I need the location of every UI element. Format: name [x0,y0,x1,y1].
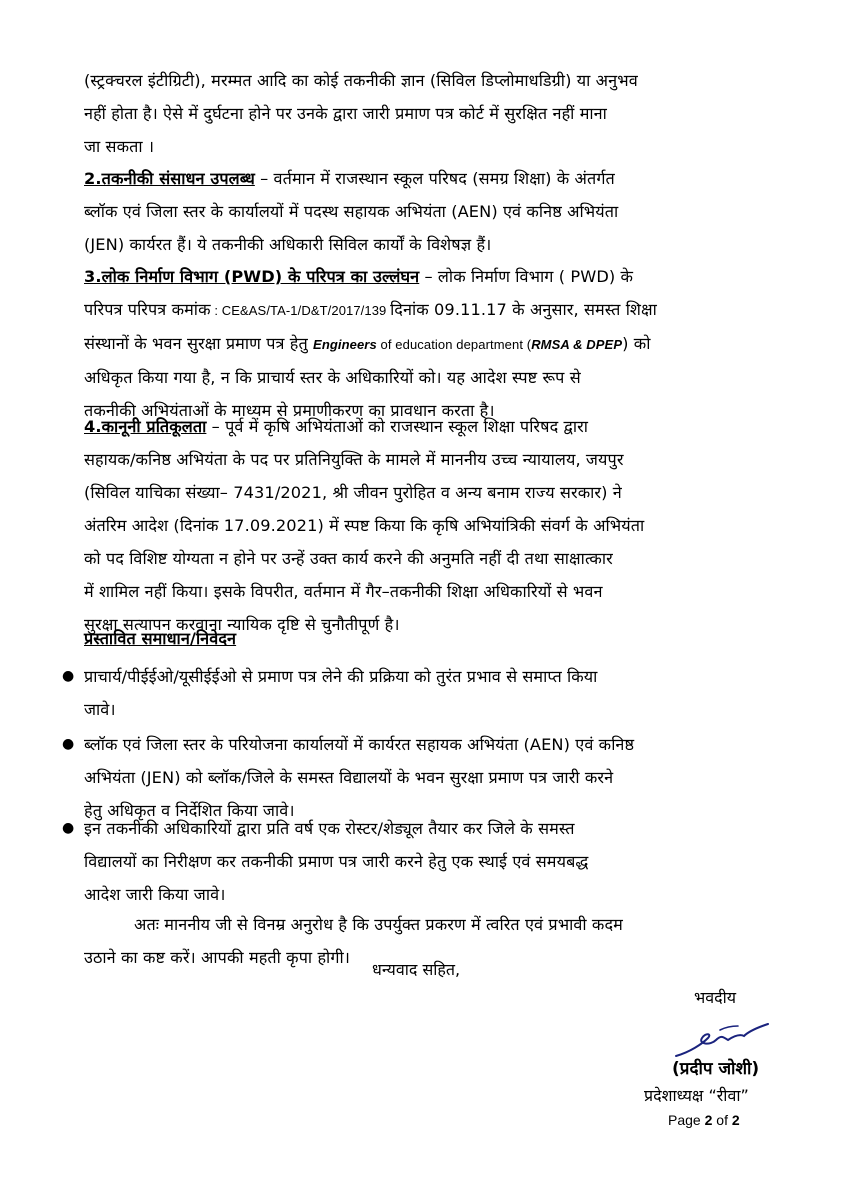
text-line: दिनांक 09.11.17 के अनुसार, समस्त शिक्षा [390,300,657,319]
text-line: जा सकता । [84,137,155,156]
text-line: – लोक निर्माण विभाग ( PWD) के [419,267,634,286]
text-line: सुरक्षा सत्यापन करवाना न्यायिक दृष्टि से चुनौतीपूर्ण है। [84,615,400,634]
list-item [84,812,774,911]
text-line: (स्ट्रक्चरल इंटीग्रिटी), मरम्मत आदि का कोई तकनीकी ज्ञान (सिविल डिप्लोमाधडिग्री) या अनुभव [84,71,638,90]
page-label: Page [668,1112,701,1128]
text-line: जावे। [84,700,116,719]
text-line: अतः माननीय जी से विनम्र अनुरोध है कि उपर्युक्त प्रकरण में त्वरित एवं प्रभावी कदम [134,915,623,934]
text-line: अभियंता (JEN) को ब्लॉक/जिले के समस्त विद्यालयों के भवन सुरक्षा प्रमाण पत्र जारी करने [84,768,614,787]
page-of: of [716,1112,728,1128]
list-item [84,660,774,726]
thanks-text: धन्यवाद सहित, [372,960,461,979]
bullet-icon: ● [62,736,75,752]
department-text: of education department ( [376,337,532,352]
solution-section [84,622,774,655]
text-line: संस्थानों के भवन सुरक्षा प्रमाण पत्र हेतु [84,334,314,353]
text-line: विद्यालयों का निरीक्षण कर तकनीकी प्रमाण पत्र जारी करने हेतु एक स्थाई एवं समयबद्ध [84,852,589,871]
bullet-icon: ● [62,820,75,836]
text-line: हेतु अधिकृत व निर्देशित किया जावे। [84,801,295,820]
page-number [668,1112,740,1128]
text-line: को पद विशिष्ट योग्यता न होने पर उन्हें उक्त कार्य करने की अनुमति नहीं दी तथा साक्षात्कार [84,549,613,568]
text-line: – वर्तमान में राजस्थान स्कूल परिषद (समग्र शिक्षा) के अंतर्गत [254,169,615,188]
section-3 [84,260,774,427]
signature-stroke [720,1026,738,1030]
text-line: (JEN) कार्यरत हैं। ये तकनीकी अधिकारी सिविल कार्यों के विशेषज्ञ हैं। [84,235,492,254]
section-2 [84,162,774,261]
signer-name: (प्रदीप जोशी) [672,1059,760,1079]
text-line: इन तकनीकी अधिकारियों द्वारा प्रति वर्ष एक रोस्टर/शेड्यूल तैयार कर जिले के समस्त [84,819,575,838]
text-line: उठाने का कष्ट करें। आपकी महती कृपा होगी। [84,948,350,967]
bullet-icon: ● [62,668,75,684]
page-total: 2 [731,1112,740,1128]
rmsa-text: RMSA & DPEP [531,337,623,352]
section-4-heading: 4.कानूनी प्रतिकूलता [84,417,207,436]
intro-paragraph [84,64,774,163]
signer-title: प्रदेशाध्यक्ष “रीवा” [644,1086,749,1105]
text-line: परिपत्र परिपत्र कमांक [84,300,211,319]
text-line: ब्लॉक एवं जिला स्तर के कार्यालयों में पदस्थ सहायक अभियंता (AEN) एवं कनिष्ठ अभियंता [84,202,619,221]
circular-number: : CE&AS/TA-1/D&T/2017/139 [210,303,391,318]
text-line: ) को [622,334,651,353]
text-line: आदेश जारी किया जावे। [84,885,226,904]
section-3-heading: 3.लोक निर्माण विभाग (PWD) के परिपत्र का उल्लंघन [84,267,420,286]
solution-heading: प्रस्तावित समाधान/निवेदन [84,629,237,648]
text-line: अधिकृत किया गया है, न कि प्राचार्य स्तर के अधिकारियों को। यह आदेश स्पष्ट रूप से [84,368,581,387]
text-line: तकनीकी अभियंताओं के माध्यम से प्रमाणीकरण का प्रावधान करता है। [84,401,495,420]
text-line: – पूर्व में कृषि अभियंताओं को राजस्थान स्कूल शिक्षा परिषद द्वारा [206,417,589,436]
text-line: प्राचार्य/पीईईओ/यूसीईईओ से प्रमाण पत्र लेने की प्रक्रिया को तुरंत प्रभाव से समाप्त किया [84,667,598,686]
yours-faithfully: भवदीय [694,988,737,1007]
text-line: नहीं होता है। ऐसे में दुर्घटना होने पर उनके द्वारा जारी प्रमाण पत्र कोर्ट में सुरक्षित नहीं माना [84,104,607,123]
text-line: ब्लॉक एवं जिला स्तर के परियोजना कार्यालयों में कार्यरत सहायक अभियंता (AEN) एवं कनिष्ठ [84,735,635,754]
section-2-heading: 2.तकनीकी संसाधन उपलब्ध [84,169,255,188]
text-line: (सिविल याचिका संख्या– 7431/2021, श्री जीवन पुरोहित व अन्य बनाम राज्य सरकार) ने [84,483,622,502]
section-4 [84,410,774,641]
page-current: 2 [704,1112,713,1128]
engineers-text: Engineers [313,337,377,352]
text-line: अंतरिम आदेश (दिनांक 17.09.2021) में स्पष्ट किया कि कृषि अभियांत्रिकी संवर्ग के अभियंता [84,516,645,535]
text-line: सहायक/कनिष्ठ अभियंता के पद पर प्रतिनियुक्ति के मामले में माननीय उच्च न्यायालय, जयपुर [84,450,624,469]
text-line: में शामिल नहीं किया। इसके विपरीत, वर्तमान में गैर–तकनीकी शिक्षा अधिकारियों से भवन [84,582,603,601]
